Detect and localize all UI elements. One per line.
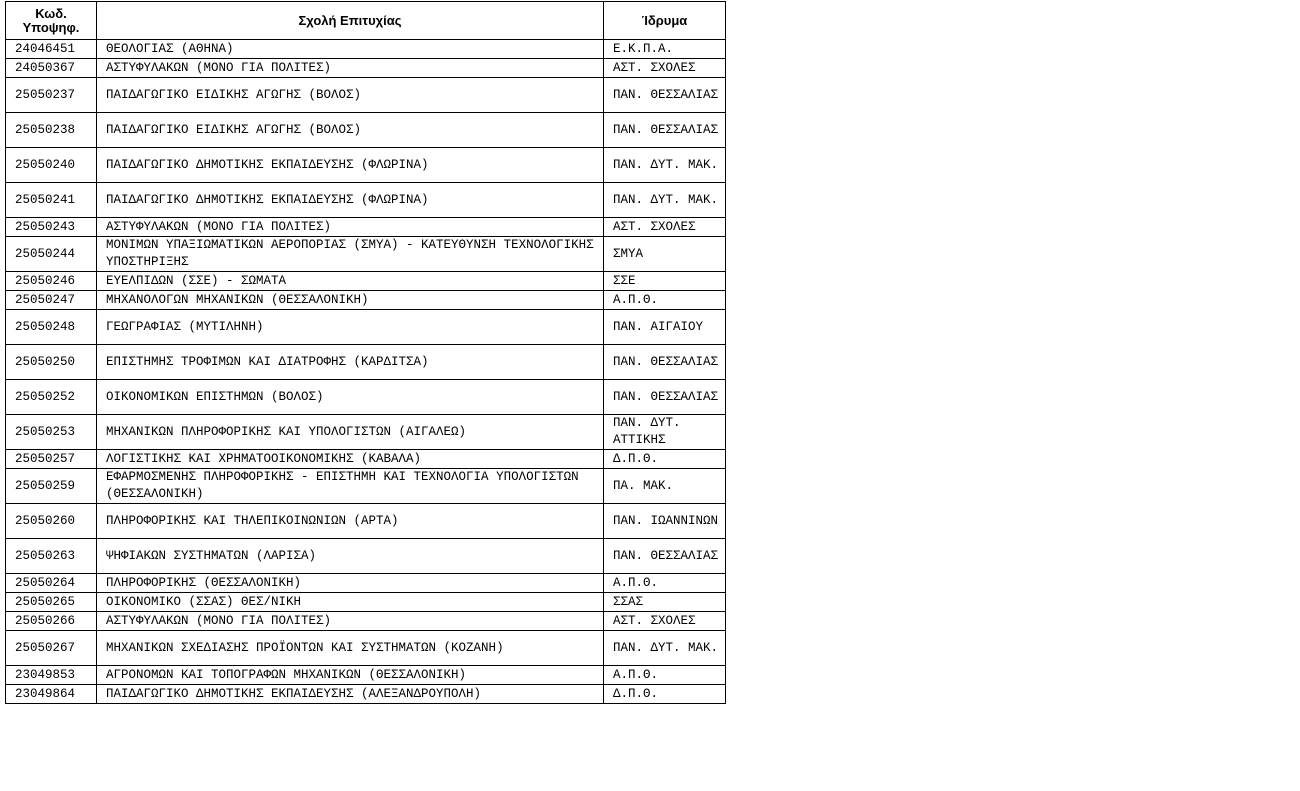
results-table xyxy=(5,1,726,704)
school-name: ΕΥΕΛΠΙΔΩΝ (ΣΣΕ) - ΣΩΜΑΤΑ xyxy=(97,272,604,291)
table-row xyxy=(6,685,726,704)
school-name: ΠΛΗΡΟΦΟΡΙΚΗΣ (ΘΕΣΣΑΛΟΝΙΚΗ) xyxy=(97,574,604,593)
table-row xyxy=(6,380,726,415)
candidate-code: 25050243 xyxy=(6,218,97,237)
school-name: ΜΗΧΑΝΙΚΩΝ ΠΛΗΡΟΦΟΡΙΚΗΣ ΚΑΙ ΥΠΟΛΟΓΙΣΤΩΝ (ΑΙΓΑΛΕΩ) xyxy=(97,415,604,450)
candidate-code: 23049853 xyxy=(6,666,97,685)
table-row xyxy=(6,78,726,113)
candidate-code: 25050247 xyxy=(6,291,97,310)
institution-name: ΠΑΝ. ΔΥΤ. ΜΑΚ. xyxy=(604,148,726,183)
candidate-code: 25050264 xyxy=(6,574,97,593)
table-row xyxy=(6,612,726,631)
header-row xyxy=(6,2,726,40)
institution-name: ΠΑ. ΜΑΚ. xyxy=(604,469,726,504)
table-row xyxy=(6,504,726,539)
table-row xyxy=(6,593,726,612)
candidate-code: 25050265 xyxy=(6,593,97,612)
candidate-code: 25050238 xyxy=(6,113,97,148)
table-row xyxy=(6,113,726,148)
candidate-code: 25050266 xyxy=(6,612,97,631)
candidate-code: 25050240 xyxy=(6,148,97,183)
institution-name: ΣΜΥΑ xyxy=(604,237,726,272)
institution-name: ΠΑΝ. ΘΕΣΣΑΛΙΑΣ xyxy=(604,78,726,113)
table-row xyxy=(6,415,726,450)
institution-name: Δ.Π.Θ. xyxy=(604,450,726,469)
table-row xyxy=(6,631,726,666)
candidate-code: 25050263 xyxy=(6,539,97,574)
table-row xyxy=(6,539,726,574)
institution-name: ΠΑΝ. ΔΥΤ. ΜΑΚ. xyxy=(604,183,726,218)
header-candidate-code: Κωδ. Υποψηφ. xyxy=(6,2,97,40)
candidate-code: 25050257 xyxy=(6,450,97,469)
school-name: ΠΑΙΔΑΓΩΓΙΚΟ ΕΙΔΙΚΗΣ ΑΓΩΓΗΣ (ΒΟΛΟΣ) xyxy=(97,78,604,113)
table-row xyxy=(6,574,726,593)
school-name: ΑΣΤΥΦΥΛΑΚΩΝ (ΜΟΝΟ ΓΙΑ ΠΟΛΙΤΕΣ) xyxy=(97,59,604,78)
school-name: ΠΑΙΔΑΓΩΓΙΚΟ ΔΗΜΟΤΙΚΗΣ ΕΚΠΑΙΔΕΥΣΗΣ (ΑΛΕΞΑΝΔΡΟΥΠΟΛΗ) xyxy=(97,685,604,704)
table-row xyxy=(6,345,726,380)
table-row xyxy=(6,40,726,59)
school-name: ΠΑΙΔΑΓΩΓΙΚΟ ΕΙΔΙΚΗΣ ΑΓΩΓΗΣ (ΒΟΛΟΣ) xyxy=(97,113,604,148)
table-row xyxy=(6,450,726,469)
school-name: ΟΙΚΟΝΟΜΙΚΟ (ΣΣΑΣ) ΘΕΣ/ΝΙΚΗ xyxy=(97,593,604,612)
institution-name: ΣΣΕ xyxy=(604,272,726,291)
school-name: ΘΕΟΛΟΓΙΑΣ (ΑΘΗΝΑ) xyxy=(97,40,604,59)
school-name: ΠΛΗΡΟΦΟΡΙΚΗΣ ΚΑΙ ΤΗΛΕΠΙΚΟΙΝΩΝΙΩΝ (ΑΡΤΑ) xyxy=(97,504,604,539)
table-row xyxy=(6,469,726,504)
candidate-code: 25050248 xyxy=(6,310,97,345)
institution-name: ΠΑΝ. ΘΕΣΣΑΛΙΑΣ xyxy=(604,113,726,148)
candidate-code: 25050252 xyxy=(6,380,97,415)
table-row xyxy=(6,148,726,183)
institution-name: ΑΣΤ. ΣΧΟΛΕΣ xyxy=(604,612,726,631)
school-name: ΕΠΙΣΤΗΜΗΣ ΤΡΟΦΙΜΩΝ ΚΑΙ ΔΙΑΤΡΟΦΗΣ (ΚΑΡΔΙΤΣΑ) xyxy=(97,345,604,380)
table-row xyxy=(6,59,726,78)
candidate-code: 24050367 xyxy=(6,59,97,78)
table-row xyxy=(6,666,726,685)
table-row xyxy=(6,183,726,218)
candidate-code: 25050260 xyxy=(6,504,97,539)
school-name: ΛΟΓΙΣΤΙΚΗΣ ΚΑΙ ΧΡΗΜΑΤΟΟΙΚΟΝΟΜΙΚΗΣ (ΚΑΒΑΛΑ) xyxy=(97,450,604,469)
institution-name: Α.Π.Θ. xyxy=(604,291,726,310)
candidate-code: 23049864 xyxy=(6,685,97,704)
school-name: ΑΓΡΟΝΟΜΩΝ ΚΑΙ ΤΟΠΟΓΡΑΦΩΝ ΜΗΧΑΝΙΚΩΝ (ΘΕΣΣΑΛΟΝΙΚΗ) xyxy=(97,666,604,685)
school-name: ΟΙΚΟΝΟΜΙΚΩΝ ΕΠΙΣΤΗΜΩΝ (ΒΟΛΟΣ) xyxy=(97,380,604,415)
table-row xyxy=(6,272,726,291)
institution-name: Α.Π.Θ. xyxy=(604,666,726,685)
table-body xyxy=(6,40,726,704)
candidate-code: 25050241 xyxy=(6,183,97,218)
school-name: ΠΑΙΔΑΓΩΓΙΚΟ ΔΗΜΟΤΙΚΗΣ ΕΚΠΑΙΔΕΥΣΗΣ (ΦΛΩΡΙΝΑ) xyxy=(97,148,604,183)
institution-name: ΠΑΝ. ΑΙΓΑΙΟΥ xyxy=(604,310,726,345)
candidate-code: 25050253 xyxy=(6,415,97,450)
school-name: ΨΗΦΙΑΚΩΝ ΣΥΣΤΗΜΑΤΩΝ (ΛΑΡΙΣΑ) xyxy=(97,539,604,574)
candidate-code: 25050259 xyxy=(6,469,97,504)
school-name: ΑΣΤΥΦΥΛΑΚΩΝ (ΜΟΝΟ ΓΙΑ ΠΟΛΙΤΕΣ) xyxy=(97,218,604,237)
school-name: ΓΕΩΓΡΑΦΙΑΣ (ΜΥΤΙΛΗΝΗ) xyxy=(97,310,604,345)
institution-name: ΠΑΝ. ΔΥΤ. ΜΑΚ. xyxy=(604,631,726,666)
school-name: ΜΗΧΑΝΟΛΟΓΩΝ ΜΗΧΑΝΙΚΩΝ (ΘΕΣΣΑΛΟΝΙΚΗ) xyxy=(97,291,604,310)
table-row xyxy=(6,310,726,345)
candidate-code: 24046451 xyxy=(6,40,97,59)
institution-name: ΣΣΑΣ xyxy=(604,593,726,612)
institution-name: ΠΑΝ. ΘΕΣΣΑΛΙΑΣ xyxy=(604,345,726,380)
candidate-code: 25050237 xyxy=(6,78,97,113)
table-row xyxy=(6,291,726,310)
institution-name: ΠΑΝ. ΘΕΣΣΑΛΙΑΣ xyxy=(604,380,726,415)
table-row xyxy=(6,218,726,237)
institution-name: ΑΣΤ. ΣΧΟΛΕΣ xyxy=(604,59,726,78)
candidate-code: 25050267 xyxy=(6,631,97,666)
candidate-code: 25050244 xyxy=(6,237,97,272)
school-name: ΑΣΤΥΦΥΛΑΚΩΝ (ΜΟΝΟ ΓΙΑ ΠΟΛΙΤΕΣ) xyxy=(97,612,604,631)
institution-name: Ε.Κ.Π.Α. xyxy=(604,40,726,59)
institution-name: Δ.Π.Θ. xyxy=(604,685,726,704)
institution-name: ΠΑΝ. ΙΩΑΝΝΙΝΩΝ xyxy=(604,504,726,539)
institution-name: ΠΑΝ. ΘΕΣΣΑΛΙΑΣ xyxy=(604,539,726,574)
school-name: ΕΦΑΡΜΟΣΜΕΝΗΣ ΠΛΗΡΟΦΟΡΙΚΗΣ - ΕΠΙΣΤΗΜΗ ΚΑΙ ΤΕΧΝΟΛΟΓΙΑ ΥΠΟΛΟΓΙΣΤΩΝ (ΘΕΣΣΑΛΟΝΙΚΗ) xyxy=(97,469,604,504)
candidate-code: 25050246 xyxy=(6,272,97,291)
school-name: ΜΗΧΑΝΙΚΩΝ ΣΧΕΔΙΑΣΗΣ ΠΡΟΪΟΝΤΩΝ ΚΑΙ ΣΥΣΤΗΜΑΤΩΝ (ΚΟΖΑΝΗ) xyxy=(97,631,604,666)
school-name: ΠΑΙΔΑΓΩΓΙΚΟ ΔΗΜΟΤΙΚΗΣ ΕΚΠΑΙΔΕΥΣΗΣ (ΦΛΩΡΙΝΑ) xyxy=(97,183,604,218)
institution-name: Α.Π.Θ. xyxy=(604,574,726,593)
institution-name: ΑΣΤ. ΣΧΟΛΕΣ xyxy=(604,218,726,237)
table-row xyxy=(6,237,726,272)
school-name: ΜΟΝΙΜΩΝ ΥΠΑΞΙΩΜΑΤΙΚΩΝ ΑΕΡΟΠΟΡΙΑΣ (ΣΜΥΑ) - ΚΑΤΕΥΘΥΝΣΗ ΤΕΧΝΟΛΟΓΙΚΗΣ ΥΠΟΣΤΗΡΙΞΗΣ xyxy=(97,237,604,272)
header-school: Σχολή Επιτυχίας xyxy=(97,2,604,40)
institution-name: ΠΑΝ. ΔΥΤ. ΑΤΤΙΚΗΣ xyxy=(604,415,726,450)
candidate-code: 25050250 xyxy=(6,345,97,380)
header-institution: Ίδρυμα xyxy=(604,2,726,40)
